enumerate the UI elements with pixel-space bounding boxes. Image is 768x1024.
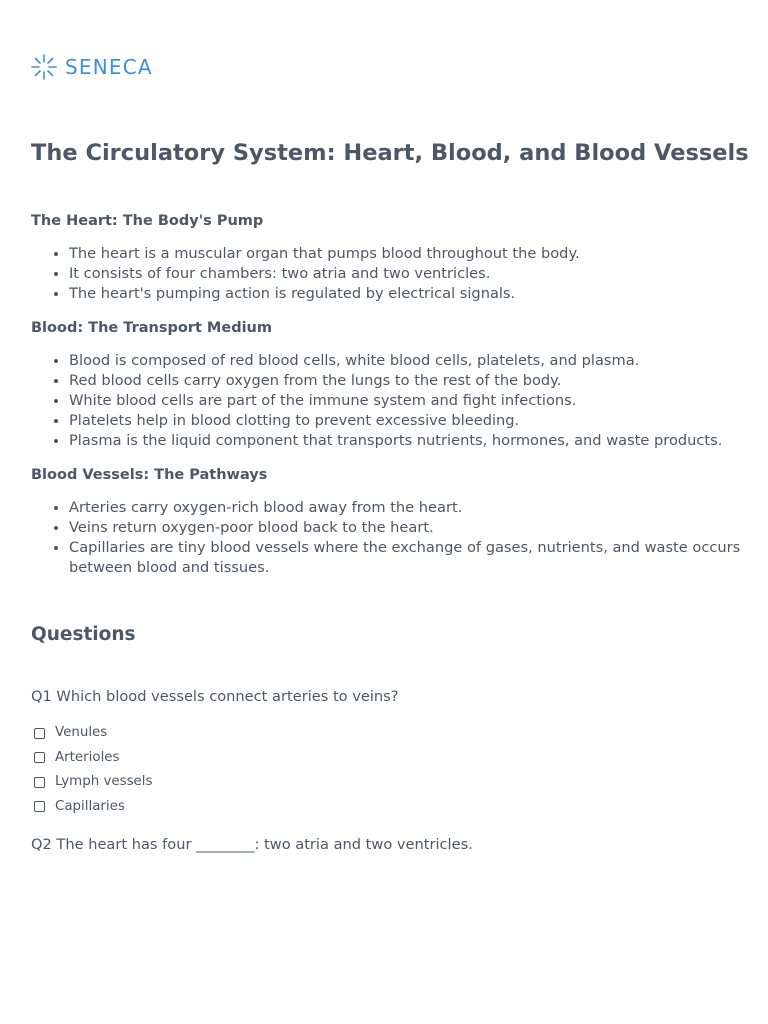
list-item: • Arteries carry oxygen-rich blood away from the heart. (69, 498, 741, 518)
option-arterioles[interactable] (34, 746, 153, 771)
notes-content (31, 211, 741, 591)
page-title: The Circulatory System: Heart, Blood, and Blood Vessels (31, 140, 749, 166)
list-item: • Platelets help in blood clotting to prevent excessive bleeding. (69, 411, 741, 431)
question-1-text: Q1 Which blood vessels connect arteries to veins? (31, 688, 399, 705)
list-item: • The heart is a muscular organ that pumps blood throughout the body. (69, 244, 741, 264)
list-item: • Blood is composed of red blood cells, white blood cells, platelets, and plasma. (69, 351, 741, 371)
checkbox[interactable] (34, 728, 45, 739)
checkbox[interactable] (34, 777, 45, 788)
option-lymph-vessels[interactable] (34, 770, 153, 795)
bullet-list-blood (31, 351, 741, 452)
list-item: • Capillaries are tiny blood vessels where the exchange of gases, nutrients, and waste occurs between blood and tissues. (69, 538, 741, 578)
questions-heading: Questions (31, 624, 136, 645)
list-item: • Plasma is the liquid component that transports nutrients, hormones, and waste products. (69, 431, 741, 451)
list-item: • Red blood cells carry oxygen from the lungs to the rest of the body. (69, 371, 741, 391)
list-item: • Veins return oxygen-poor blood back to the heart. (69, 518, 741, 538)
option-label: Capillaries (55, 798, 125, 814)
section-heading-vessels: Blood Vessels: The Pathways (31, 466, 268, 483)
section-heading-heart: The Heart: The Body's Pump (31, 213, 264, 229)
brand-name: SENECA (65, 55, 153, 79)
option-label: Venules (55, 725, 108, 741)
list-item: • White blood cells are part of the immune system and fight infections. (69, 391, 741, 411)
checkbox[interactable] (34, 752, 45, 763)
section-heading-blood: Blood: The Transport Medium (31, 319, 272, 336)
question-1-options (34, 721, 153, 819)
seneca-starburst-icon (31, 54, 57, 80)
option-label: Lymph vessels (55, 774, 153, 790)
option-label: Arterioles (55, 749, 120, 765)
list-item: • The heart's pumping action is regulated by electrical signals. (69, 284, 741, 304)
option-venules[interactable] (34, 721, 153, 746)
bullet-list-heart (31, 244, 741, 305)
bullet-list-vessels (31, 498, 741, 579)
seneca-logo (31, 54, 153, 80)
question-2-text: Q2 The heart has four ________: two atria and two ventricles. (31, 836, 473, 853)
list-item: • It consists of four chambers: two atria and two ventricles. (69, 264, 741, 284)
option-capillaries[interactable] (34, 795, 153, 820)
checkbox[interactable] (34, 801, 45, 812)
